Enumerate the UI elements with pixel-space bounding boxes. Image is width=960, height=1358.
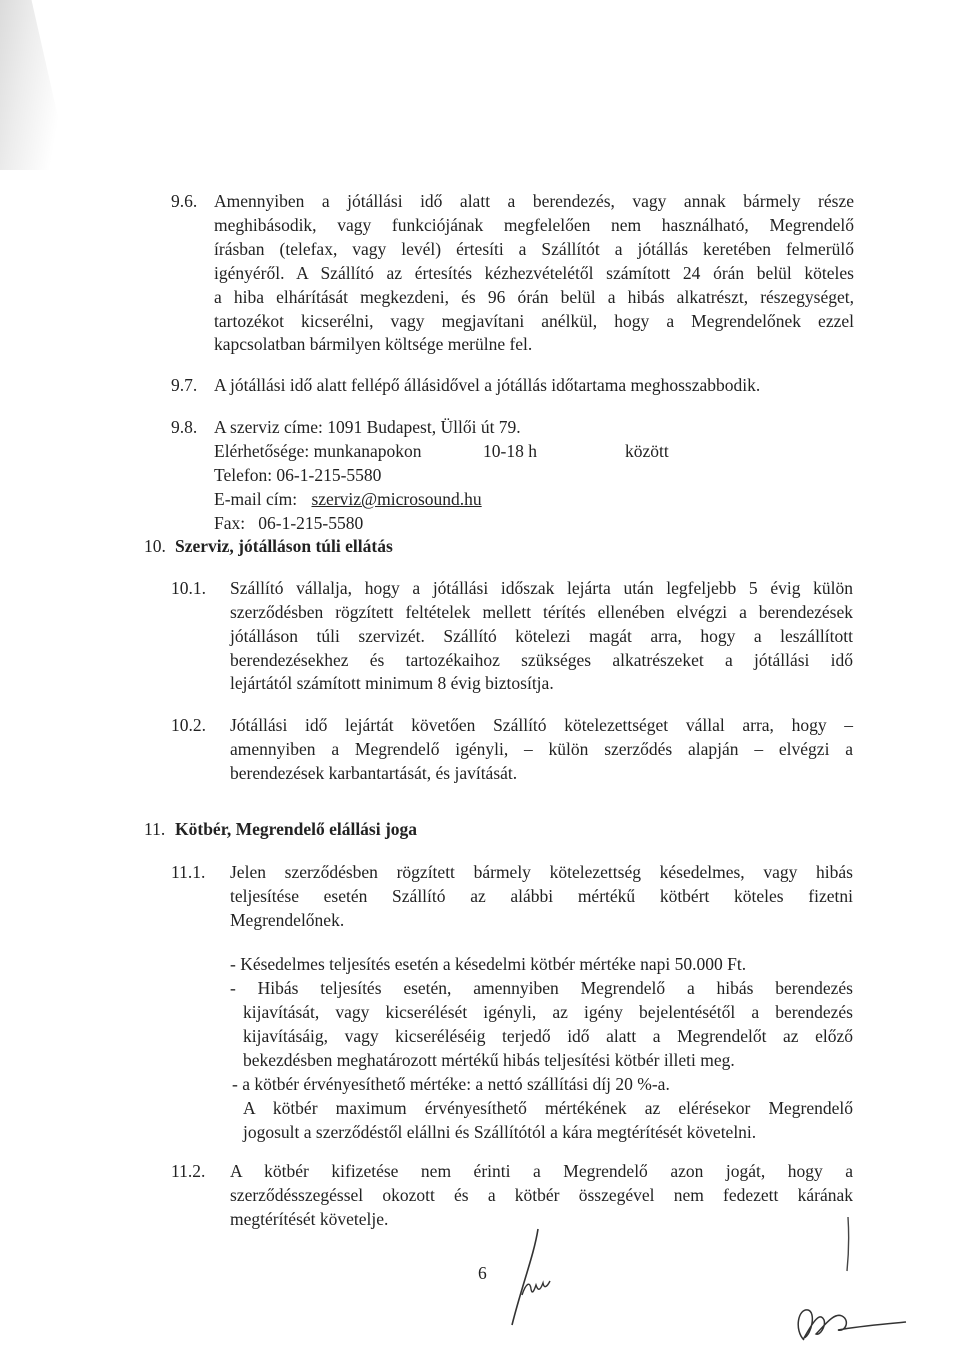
page-number: 6 [478, 1263, 487, 1283]
list-item: - a kötbér érvényesíthető mértéke: a nettó szállítási díj 20 %-a. [232, 1074, 670, 1094]
clause-number: 11.2. [171, 1161, 206, 1181]
service-hours-suffix: között [625, 441, 669, 461]
clause-number: 10.1. [171, 578, 206, 598]
list-item: - Késedelmes teljesítés esetén a késedelmi kötbér mértéke napi 50.000 Ft. [230, 954, 747, 974]
list-item-continuation: jogosult a szerződéstől elállni és Szállítótól a kára megtérítését követelni. [243, 1122, 757, 1142]
clause-number: 9.8. [171, 417, 198, 437]
list-item-continuation: bekezdésben meghatározott mértékű hibás teljesítési kötbér illeti meg. [243, 1050, 735, 1070]
service-phone: Telefon: 06-1-215-5580 [214, 465, 382, 485]
list-item-continuation: kijavítását, vagy kicserélését igényli, az igény bejelentésétől a berendezés [243, 1002, 853, 1022]
clause-text: A jótállási idő alatt fellépő állásidővel a jótállás időtartama meghosszabbodik. [214, 375, 761, 395]
clause-line: meghibásodik, vagy funkciójának megfelelően nem használható, Megrendelő [214, 215, 854, 235]
handwritten-mark [840, 1215, 856, 1275]
clause-line: Jelen szerződésben rögzített bármely kötelezettség késedelmes, vagy hibás [230, 862, 853, 882]
clause-line: lejártától számított minimum 8 évig biztosítja. [230, 673, 554, 693]
clause-line: szerződésben rögzített feltételek mellett térítés ellenében elvégzi a berendezések [230, 602, 853, 622]
clause-line: berendezések karbantartását, és javítását. [230, 763, 518, 783]
clause-line: berendezésekhez és tartozékaihoz szükséges alkatrészeket a jótállási idő [230, 650, 853, 670]
handwritten-signature [790, 1290, 910, 1350]
service-fax: Fax: 06-1-215-5580 [214, 513, 364, 533]
section-number: 10. [144, 536, 166, 556]
list-item-continuation: kijavításáig, vagy kicseréléséig terjedő idő alatt a Megrendelőt az előző [243, 1026, 853, 1046]
clause-line: amennyiben a Megrendelő igényli, – külön szerződés alapján – elvégzi a [230, 739, 853, 759]
service-hours-label: Elérhetősége: munkanapokon [214, 441, 422, 461]
clause-line: teljesítése esetén Szállító az alábbi mértékű kötbért köteles fizetni [230, 886, 853, 906]
clause-line: kapcsolatban bármilyen költsége merülne fel. [214, 334, 533, 354]
clause-line: Szállító vállalja, hogy a jótállási időszak lejárta után legfeljebb 5 évig külön [230, 578, 853, 598]
clause-line: tartozékot kicserélni, vagy megjavítani anélkül, hogy a Megrendelőnek ezzel [214, 311, 854, 331]
service-hours-value: 10-18 h [483, 441, 537, 461]
email-link[interactable]: szerviz@microsound.hu [311, 489, 482, 509]
handwritten-initials [500, 1225, 580, 1335]
clause-line: Jótállási idő lejártát követően Szállító kötelezettséget vállal arra, hogy – [230, 715, 853, 735]
clause-line: a hiba elhárítását megkezdeni, és 96 órán belül a hibás alkatrészt, részegységet, [214, 287, 854, 307]
scan-shadow [0, 0, 70, 170]
clause-number: 11.1. [171, 862, 206, 882]
clause-line: igényéről. A Szállító az értesítés kézhezvételétől számított 24 órán belül köteles [214, 263, 854, 283]
section-number: 11. [144, 819, 166, 839]
clause-line: szerződésszegéssel okozott és a kötbér összegével nem fedezett kárának [230, 1185, 853, 1205]
clause-line: Amennyiben a jótállási idő alatt a berendezés, vagy annak bármely része [214, 191, 854, 211]
service-email-row [214, 488, 482, 512]
list-item: - Hibás teljesítés esetén, amennyiben Megrendelő a hibás berendezés [230, 978, 853, 998]
clause-line: megtérítését követelje. [230, 1209, 389, 1229]
clause-line: írásban (telefax, vagy levél) értesíti a Szállítót a jótállás keretében felmerülő [214, 239, 854, 259]
clause-number: 10.2. [171, 715, 206, 735]
section-heading: Kötbér, Megrendelő elállási joga [175, 819, 418, 839]
service-address: A szerviz címe: 1091 Budapest, Üllői út 79. [214, 417, 521, 437]
clause-line: jótálláson túli szervizét. Szállító kötelezi magát arra, hogy a leszállított [230, 626, 853, 646]
clause-number: 9.6. [171, 191, 198, 211]
clause-line: A kötbér kifizetése nem érinti a Megrendelő azon jogát, hogy a [230, 1161, 853, 1181]
clause-number: 9.7. [171, 375, 198, 395]
list-item-continuation: A kötbér maximum érvényesíthető mértékének az elérésekor Megrendelő [243, 1098, 853, 1118]
clause-line: Megrendelőnek. [230, 910, 345, 930]
section-heading: Szerviz, jótálláson túli ellátás [175, 536, 393, 556]
email-label: E-mail cím: [214, 489, 298, 509]
